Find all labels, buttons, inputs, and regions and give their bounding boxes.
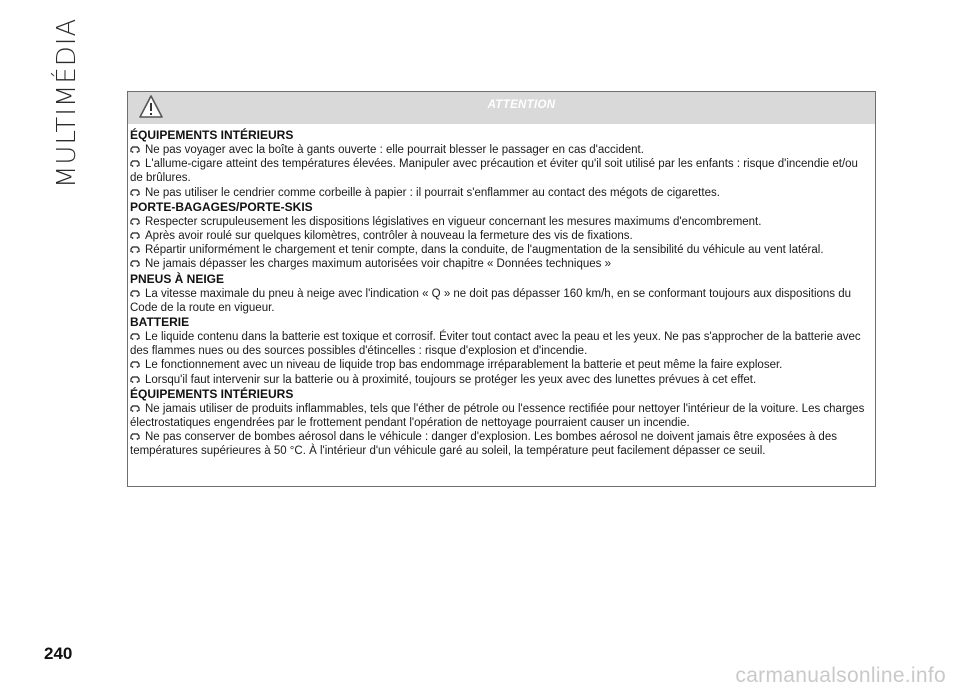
warning-item-text: Ne pas voyager avec la boîte à gants ouverte : elle pourrait blesser le passager en cas d'accident. bbox=[145, 144, 644, 156]
warning-item bbox=[130, 330, 871, 358]
warning-item bbox=[130, 430, 871, 458]
warning-item-text: Ne pas conserver de bombes aérosol dans le véhicule : danger d'explosion. Les bombes aérosol ne doivent jamais être exposées à des températures supérieures à 50 °C. À l'intérieur d'un véhicule garé au soleil, la température peut facilement dépasser ce seuil. bbox=[130, 431, 837, 458]
watermark: carmanualsonline.info bbox=[735, 664, 946, 687]
warning-item bbox=[130, 287, 871, 315]
warning-item bbox=[130, 402, 871, 430]
warning-content bbox=[128, 124, 875, 459]
warning-item bbox=[130, 157, 871, 185]
warning-item-text: Respecter scrupuleusement les dispositions législatives en vigueur concernant les mesures maximums d'encombrement. bbox=[145, 215, 762, 228]
warning-item bbox=[130, 186, 871, 200]
car-bullet-icon bbox=[130, 376, 140, 383]
warning-item bbox=[130, 243, 871, 257]
warning-item bbox=[130, 257, 871, 271]
warning-item-text: Après avoir roulé sur quelques kilomètres, contrôler à nouveau la fermeture des vis de fixations. bbox=[145, 230, 633, 243]
warning-item-text: Le fonctionnement avec un niveau de liquide trop bas endommage irréparablement la batterie et peut même la faire exploser. bbox=[145, 359, 783, 372]
car-bullet-icon bbox=[130, 290, 140, 297]
car-bullet-icon bbox=[130, 361, 140, 368]
warning-item bbox=[130, 229, 871, 243]
car-bullet-icon bbox=[130, 433, 140, 440]
car-bullet-icon bbox=[130, 189, 140, 196]
section-heading: ÉQUIPEMENTS INTÉRIEURS bbox=[130, 128, 294, 142]
car-bullet-icon bbox=[130, 246, 140, 253]
car-bullet-icon bbox=[130, 146, 140, 153]
warning-item-text: Le liquide contenu dans la batterie est toxique et corrosif. Éviter tout contact avec la peau et les yeux. Ne pas s'approcher de la batterie avec des flammes nues ou des sources possibles d'étincelles : risque d'explosion et d'incendie. bbox=[130, 331, 861, 358]
car-bullet-icon bbox=[130, 333, 140, 340]
warning-item bbox=[130, 358, 871, 372]
car-bullet-icon bbox=[130, 405, 140, 412]
section-heading: PNEUS À NEIGE bbox=[130, 271, 225, 286]
warning-item bbox=[130, 215, 871, 229]
car-bullet-icon bbox=[130, 160, 140, 167]
warning-item bbox=[130, 143, 871, 157]
warning-header bbox=[128, 92, 875, 124]
car-bullet-icon bbox=[130, 260, 140, 267]
section-heading: PORTE-BAGAGES/PORTE-SKIS bbox=[130, 199, 313, 214]
warning-box bbox=[127, 91, 876, 487]
warning-item-text: Répartir uniformément le chargement et tenir compte, dans la conduite, de l'augmentation de la sensibilité du véhicule au vent latéral. bbox=[145, 244, 824, 257]
section-heading: ÉQUIPEMENTS INTÉRIEURS bbox=[130, 386, 294, 401]
section-heading: BATTERIE bbox=[130, 315, 190, 330]
section-title-vertical: MULTIMÉDIA bbox=[52, 17, 82, 188]
warning-item-text: Ne jamais utiliser de produits inflammables, tels que l'éther de pétrole ou l'essence rectifiée pour nettoyer l'intérieur de la voiture. Les charges électrostatiques engendrées par le frottement pendant l'opération de nettoyage pourraient causer un incendie. bbox=[130, 402, 865, 430]
page-number: 240 bbox=[44, 644, 73, 663]
warning-title: ATTENTION bbox=[487, 99, 556, 111]
warning-item-text: Ne pas utiliser le cendrier comme corbeille à papier : il pourrait s'enflammer au contact des mégots de cigarettes. bbox=[145, 186, 720, 199]
warning-item bbox=[130, 373, 871, 387]
warning-item-text: L'allume-cigare atteint des températures élevées. Manipuler avec précaution et éviter qu'il soit utilisé par les enfants : risque d'incendie et/ou de brûlures. bbox=[130, 158, 858, 185]
warning-item-text: Ne jamais dépasser les charges maximum autorisées voir chapitre « Données techniques » bbox=[145, 258, 611, 271]
warning-item-text: La vitesse maximale du pneu à neige avec l'indication « Q » ne doit pas dépasser 160 km/h, en se conformant toujours aux dispositions du Code de la route en vigueur. bbox=[130, 287, 852, 314]
car-bullet-icon bbox=[130, 218, 140, 225]
car-bullet-icon bbox=[130, 232, 140, 239]
warning-item-text: Lorsqu'il faut intervenir sur la batterie ou à proximité, toujours se protéger les yeux avec des lunettes prévues à cet effet. bbox=[145, 373, 757, 386]
